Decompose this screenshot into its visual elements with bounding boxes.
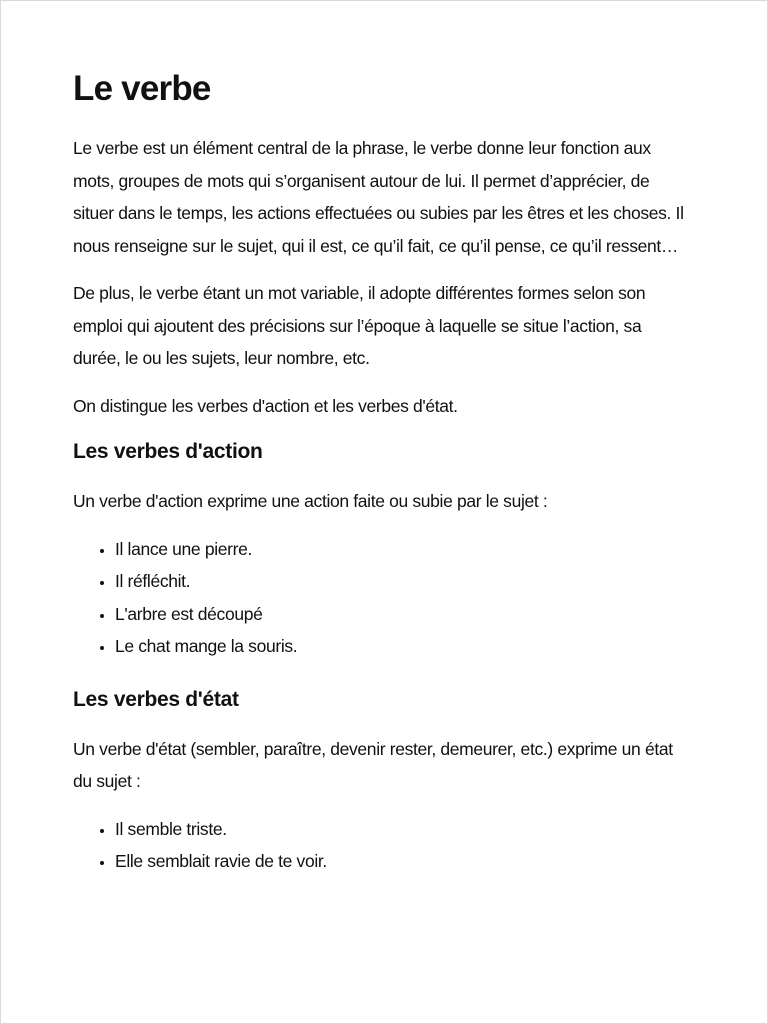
document-content (73, 67, 693, 900)
intro-paragraph-1: Le verbe est un élément central de la phrase, le verbe donne leur fonction aux mots, groupes de mots qui s’organisent autour de lui. Il permet d’apprécier, de situer dans le temps, les actions effectuées ou subies par les êtres et les choses. Il nous renseigne sur le sujet, qui il est, ce qu’il fait, ce qu’il pense, ce qu’il ressent… (73, 138, 684, 256)
section-state-verbs (73, 685, 693, 878)
section-text-state: Un verbe d'état (sembler, paraître, devenir rester, demeurer, etc.) exprime un état du sujet : (73, 738, 673, 791)
section-action-verbs (73, 437, 693, 663)
list-item: • Il semble triste. (115, 813, 693, 846)
section-text-action: Un verbe d'action exprime une action faite ou subie par le sujet : (73, 491, 548, 511)
section-heading-action: Les verbes d'action (73, 440, 263, 463)
intro-paragraph-2: De plus, le verbe étant un mot variable, il adopte différentes formes selon son emploi qui ajoutent des précisions sur l’époque à laquelle se situe l’action, sa durée, le ou les sujets, leur nombre, etc. (73, 283, 646, 368)
intro-paragraph-3: On distingue les verbes d'action et les verbes d'état. (73, 395, 458, 416)
page-title: Le verbe (73, 69, 211, 108)
list-item: • L'arbre est découpé (115, 598, 693, 631)
section-heading-state: Les verbes d'état (73, 687, 239, 711)
list-item: • Le chat mange la souris. (115, 630, 693, 663)
examples-list-state (73, 813, 693, 878)
list-item: • Elle semblait ravie de te voir. (115, 845, 693, 878)
examples-list-action (73, 533, 693, 663)
list-item: • Il réfléchit. (115, 565, 693, 598)
list-item: • Il lance une pierre. (115, 533, 693, 566)
